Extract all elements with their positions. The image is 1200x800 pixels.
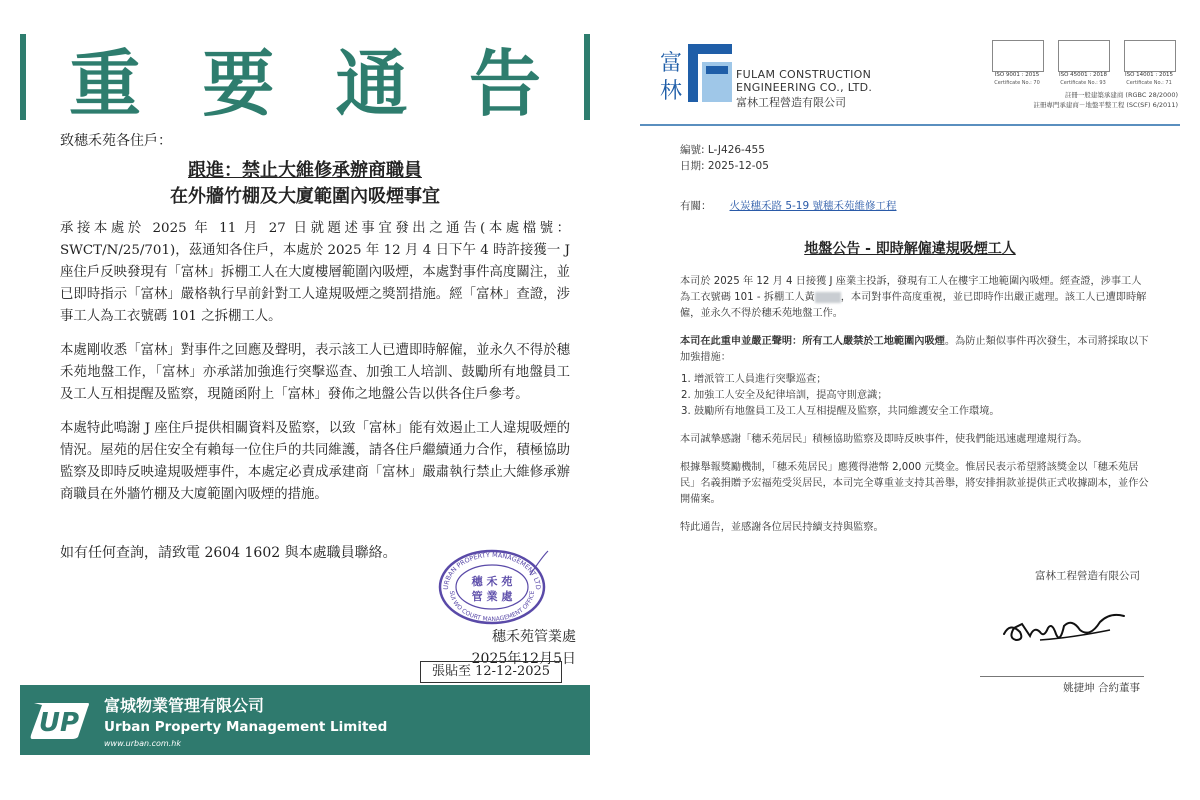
certification-logos bbox=[988, 38, 1178, 92]
letter-paragraph-2-rest: 。為防止類似事件再次發生，本司將採取以下加強措施： bbox=[680, 336, 1149, 363]
signature-line bbox=[980, 676, 1144, 677]
notice-contact: 如有任何查詢，請致電 2604 1602 與本處職員聯絡。 bbox=[60, 545, 397, 561]
subject-line-1: 跟進：禁止大維修承辦商職員 bbox=[188, 160, 422, 181]
header-bar-right bbox=[584, 34, 590, 120]
letter-reference bbox=[680, 142, 769, 174]
header-divider bbox=[640, 124, 1180, 126]
letter-body bbox=[680, 274, 1150, 548]
cert-3-number: Certificate No.: 71 bbox=[1126, 80, 1172, 86]
title-char-4: 告 bbox=[468, 42, 541, 126]
company-name-en bbox=[736, 68, 872, 94]
measures-list bbox=[680, 372, 1150, 420]
letter-statement-bold: 本司在此重申並嚴正聲明：所有工人嚴禁於工地範圍內吸煙 bbox=[680, 336, 945, 347]
regarding-label: 有關： bbox=[680, 200, 712, 212]
letter-paragraph-1 bbox=[680, 274, 1150, 322]
notice-signatory: 穗禾苑管業處 bbox=[492, 629, 576, 645]
fulam-logo-icon bbox=[650, 40, 740, 110]
cert-2-number: Certificate No.: 93 bbox=[1060, 80, 1106, 86]
up-logo-text: UP bbox=[38, 708, 80, 738]
right-letter bbox=[640, 30, 1180, 730]
stamp-cn-bottom: 管 業 處 bbox=[471, 590, 513, 603]
fulam-logo-char-2: 林 bbox=[660, 79, 683, 104]
letter-paragraph-1-b: ，本司對事件高度重視，並已即時作出嚴正處理。該工人已遭即時解僱，並永久不得於穗禾苑地盤工作。 bbox=[680, 292, 1147, 319]
redacted-name bbox=[815, 292, 841, 303]
letter-paragraph-3: 本司誠摯感謝「穗禾苑居民」積極協助監察及即時反映事件，使我們能迅速處理違規行為。 bbox=[680, 434, 1088, 445]
notice-date: 2025年12月5日 bbox=[471, 651, 576, 667]
footer-company-en: Urban Property Management Limited bbox=[104, 719, 388, 735]
left-notice bbox=[20, 30, 590, 755]
notice-paragraph-2: 本處剛收悉「富林」對事件之回應及聲明，表示該工人已遭即時解僱，並永久不得於穗禾苑地盤工作，「富林」亦承諾加強進行突擊巡查、加強工人培訓、鼓勵所有地盤員工及工人互相提醒及監察，現隨函附上「富林」發佈之地盤公告以供各住戶參考。 bbox=[60, 343, 570, 402]
letter-date: 日期: 2025-12-05 bbox=[680, 160, 769, 172]
subject-line-2: 在外牆竹棚及大廈範圍內吸煙事宜 bbox=[170, 186, 440, 207]
footer-url: www.urban.com.hk bbox=[104, 739, 181, 748]
notice-body bbox=[60, 218, 570, 518]
letter-title: 地盤公告 - 即時解僱違規吸煙工人 bbox=[804, 241, 1016, 257]
stamp-ring-top: URBAN PROPERTY MANAGEMENT LTD bbox=[441, 550, 543, 591]
stamp-cn-top: 穗 禾 苑 bbox=[471, 575, 513, 588]
registration-line-2: 註冊專門承建商－地盤平整工程 (SC(SF) 6/2011) bbox=[1033, 101, 1178, 109]
regarding-value: 火炭穗禾路 5-19 號穗禾苑維修工程 bbox=[729, 200, 897, 212]
title-char-2: 要 bbox=[202, 42, 275, 126]
notice-paragraph-1: 承接本處於 2025 年 11 月 27 日就題述事宜發出之通告(本處檔號：SWCT/N/25/701)，茲通知各住戶，本處於 2025 年 12 月 4 日下午 4 時許接獲一 J 座住戶反映發現有「富林」拆棚工人在大廈樓層範圍內吸煙，本處對事件高度關注，並已即時指示「富林」嚴格執行早前針對工人違規吸煙之獎罰措施。經「富林」查證，涉事工人為工衣號碼 101 之拆棚工人。 bbox=[60, 221, 570, 324]
letter-paragraph-2 bbox=[680, 334, 1150, 366]
company-name-en-line-2: ENGINEERING CO., LTD. bbox=[736, 81, 873, 94]
sign-company: 富林工程營造有限公司 bbox=[1035, 570, 1140, 582]
fulam-logo-char-1: 富 bbox=[660, 51, 683, 76]
reference-number: 編號: L-J426-455 bbox=[680, 144, 765, 156]
company-name-cn: 富林工程營造有限公司 bbox=[736, 96, 846, 109]
cert-3-standard: ISO 14001 : 2015 bbox=[1124, 72, 1174, 78]
notice-header bbox=[20, 30, 590, 130]
cert-iso-14001 bbox=[1120, 38, 1178, 90]
notice-title bbox=[50, 32, 560, 124]
office-stamp bbox=[434, 545, 550, 627]
notice-footer bbox=[20, 685, 590, 755]
notice-subject bbox=[20, 158, 590, 210]
cert-iso-9001 bbox=[988, 38, 1046, 90]
cert-iso-45001 bbox=[1054, 38, 1112, 90]
measure-item-2: 2. 加強工人安全及紀律培訓，提高守則意識； bbox=[694, 388, 1150, 404]
post-until-box: 張貼至 12-12-2025 bbox=[420, 661, 562, 683]
measure-item-3: 3. 鼓勵所有地盤員工及工人互相提醒及監察，共同維護安全工作環境。 bbox=[694, 404, 1150, 420]
notice-greeting: 致穗禾苑各住戶： bbox=[60, 133, 172, 149]
measure-item-1: 1. 增派管工人員進行突擊巡查； bbox=[694, 372, 1150, 388]
company-name-en-line-1: FULAM CONSTRUCTION bbox=[736, 68, 872, 81]
up-logo-icon bbox=[28, 697, 94, 743]
footer-company-cn: 富城物業管理有限公司 bbox=[104, 696, 265, 715]
cert-2-standard: ISO 45001 : 2018 bbox=[1058, 72, 1108, 78]
header-bar-left bbox=[20, 34, 26, 120]
title-char-3: 通 bbox=[335, 42, 408, 126]
notice-paragraph-3: 本處特此鳴謝 J 座住戶提供相關資料及監察，以致「富林」能有效遏止工人違規吸煙的情況。屋苑的居住安全有賴每一位住戶的共同維護，請各住戶繼續通力合作，積極協助監察及即時反映違規吸煙事件，本處定必責成承建商「富林」嚴肅執行禁止大維修承辦商職員在外牆竹棚及大廈範圍內吸煙的措施。 bbox=[60, 421, 570, 502]
cert-1-number: Certificate No.: 70 bbox=[994, 80, 1040, 86]
letter-paragraph-5: 特此通告，並感謝各位居民持續支持與監察。 bbox=[680, 522, 884, 533]
cert-1-standard: ISO 9001 : 2015 bbox=[994, 72, 1040, 78]
handwritten-signature bbox=[1000, 604, 1130, 654]
registration-line-1: 註冊一般建築承建商 (RGBC 28/2000) bbox=[1064, 91, 1178, 99]
stamp-ring-bottom: SUI WO COURT MANAGEMENT OFFICE bbox=[447, 590, 537, 624]
title-char-1: 重 bbox=[68, 42, 141, 126]
letter-paragraph-4: 根據舉報獎勵機制，「穗禾苑居民」應獲得港幣 2,000 元獎金。惟居民表示希望將該獎金以「穗禾苑居民」名義捐贈予宏福苑受災居民，本司完全尊重並支持其善舉，將安排捐款並提供正式收據副本，並作公開備案。 bbox=[680, 462, 1149, 505]
letter-paragraph-1-a: 本司於 2025 年 12 月 4 日接獲 J 座業主投訴，發現有工人在樓宇工地範圍內吸煙。經查證，涉事工人為工衣號碼 101 - 拆棚工人黃 bbox=[680, 276, 1142, 303]
letter-regarding bbox=[680, 198, 897, 213]
signer-name: 姚捷坤 合約董事 bbox=[1063, 682, 1140, 694]
